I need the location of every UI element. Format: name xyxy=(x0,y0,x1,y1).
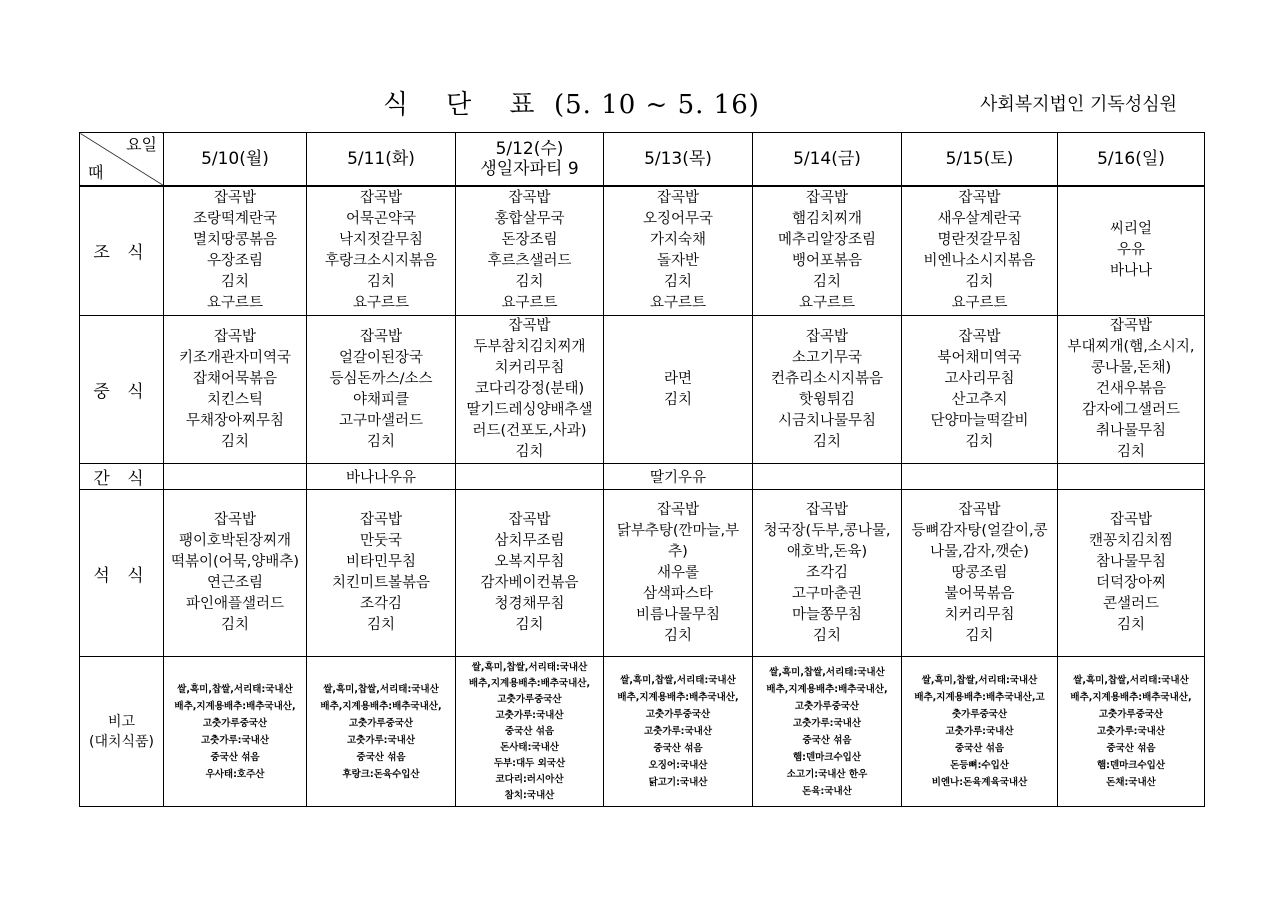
menu-item: 잡곡밥 xyxy=(508,189,551,206)
day-header xyxy=(456,133,604,186)
menu-item: 잡곡밥 xyxy=(359,189,403,206)
origin-note-line: 햄:덴마크수입산 xyxy=(1096,760,1166,771)
menu-item: 비타민무침 xyxy=(345,554,417,570)
origin-note-line: 참치:국내산 xyxy=(504,789,555,801)
menu-item: 참나물무침 xyxy=(1095,554,1167,570)
breakfast-cell xyxy=(456,186,604,316)
origin-note-line: 고춧가루:국내산 xyxy=(792,717,862,729)
menu-item: 콘샐러드 xyxy=(1102,596,1160,612)
menu-item: 건새우볶음 xyxy=(1095,381,1167,397)
menu-item: 치커리무침 xyxy=(494,360,565,376)
origin-note-line: 배추,지계용배추:배추국내산, xyxy=(320,700,442,712)
menu-item: 김치 xyxy=(965,433,994,450)
menu-item: 무채장아찌무침 xyxy=(185,412,285,429)
menu-item: 씨리얼 xyxy=(1109,221,1153,238)
origin-note-line: 닭고기:국내산 xyxy=(648,777,708,788)
origin-note-line: 두부:대두 외국산 xyxy=(493,757,566,769)
menu-item: 더덕장아찌 xyxy=(1095,575,1167,591)
day-header: 5/14(금) xyxy=(753,133,902,186)
menu-item: 잡곡밥 xyxy=(656,501,700,518)
origin-note-line: 돈등뼈:수입산 xyxy=(950,760,1009,771)
menu-item: 잡곡밥 xyxy=(805,189,849,206)
origin-note-line: 중국산 섞음 xyxy=(504,725,555,737)
origin-note-line: 고춧가루중국산 xyxy=(497,693,562,705)
menu-item: 불어묵볶음 xyxy=(944,585,1015,602)
menu-item: 단양마늘떡갈비 xyxy=(930,412,1029,429)
menu-item: 핫윙튀김 xyxy=(798,391,856,408)
origin-note-line: 쌀,흑미,찹쌀,서리태:국내산 xyxy=(1073,675,1189,686)
menu-item: 새우롤 xyxy=(656,564,700,581)
breakfast-cell xyxy=(164,186,307,316)
breakfast-row xyxy=(80,186,1205,316)
day-header: 5/13(목) xyxy=(604,133,753,186)
day-header: 5/15(토) xyxy=(902,133,1058,186)
menu-item: 우유 xyxy=(1116,242,1145,259)
menu-item: 팽이호박된장찌개 xyxy=(178,533,292,549)
menu-item: 잡채어묵볶음 xyxy=(192,370,278,387)
origin-note-line: 돈육:국내산 xyxy=(802,785,852,797)
menu-item: 잡곡밥 xyxy=(805,328,849,345)
day-header: 5/16(일) xyxy=(1058,133,1205,186)
menu-item: 잡곡밥 xyxy=(359,512,403,528)
origin-note-line: 고춧가루:국내산 xyxy=(495,709,564,721)
organization-name: 사회복지법인 기독성심원 xyxy=(980,94,1177,115)
row-label-snack: 간 식 xyxy=(80,464,164,490)
menu-item: 땅콩조림 xyxy=(951,564,1008,581)
menu-item: 등뼈감자탕(얼갈이,콩 xyxy=(911,522,1048,539)
menu-item: 김치 xyxy=(220,273,249,290)
menu-item: 치킨미트볼볶음 xyxy=(331,575,431,591)
snack-cell xyxy=(902,464,1058,490)
origin-note-line: 고춧가루:국내산 xyxy=(945,726,1014,737)
origin-note-line: 비엔나:돈육계육국내산 xyxy=(931,777,1028,788)
menu-item: 소고기무국 xyxy=(791,349,863,366)
row-label-dinner: 석 식 xyxy=(80,490,164,657)
page-title: 식 단 표 (5. 10 ~ 5. 16) xyxy=(383,90,760,120)
dinner-cell xyxy=(456,490,604,657)
origin-note-line: 고춧가루:국내산 xyxy=(1096,726,1166,737)
dinner-cell xyxy=(902,490,1058,657)
notes-row xyxy=(80,657,1205,807)
day-header: 5/11(화) xyxy=(307,133,456,186)
snack-cell xyxy=(753,464,902,490)
menu-item: 새우살계란국 xyxy=(937,210,1022,227)
menu-item: 김치 xyxy=(812,433,841,450)
dinner-cell xyxy=(604,490,753,657)
menu-item: 청경채무침 xyxy=(494,596,565,612)
menu-item: 얼갈이된장국 xyxy=(338,349,424,366)
menu-item: 김치 xyxy=(812,273,841,290)
dinner-row xyxy=(80,490,1205,657)
origin-note-line: 고춧가루:국내산 xyxy=(200,734,270,746)
menu-item: 후랑크소시지볶음 xyxy=(324,252,438,269)
menu-item: 만둣국 xyxy=(359,533,403,549)
snack-cell: 딸기우유 xyxy=(604,464,753,490)
menu-item: 키조개관자미역국 xyxy=(178,349,292,366)
menu-item: 조랑떡계란국 xyxy=(192,210,278,227)
menu-item: 우장조림 xyxy=(206,252,264,269)
origin-note-line: 고춧가루:국내산 xyxy=(643,726,713,737)
origin-note-cell xyxy=(604,657,753,807)
menu-item: 닭부추탕(깐마늘,부 xyxy=(616,522,740,539)
menu-item: 요구르트 xyxy=(649,294,707,311)
menu-item: 오복지무침 xyxy=(494,554,565,570)
lunch-cell xyxy=(604,316,753,464)
menu-item: 멸치땅콩볶음 xyxy=(192,231,278,248)
origin-note-cell xyxy=(753,657,902,807)
menu-item: 메추리알장조림 xyxy=(777,231,877,248)
menu-item: 잡곡밥 xyxy=(508,512,551,528)
row-label-lunch: 중 식 xyxy=(80,316,164,464)
breakfast-cell xyxy=(753,186,902,316)
origin-note-line: 중국산 섞음 xyxy=(802,734,852,746)
lunch-cell xyxy=(456,316,604,464)
origin-note-line: 배추,지계용배추:배추국내산, xyxy=(617,692,739,703)
origin-note-line: 배추,지계용배추:배추국내산, xyxy=(468,677,591,689)
menu-item: 오징어무국 xyxy=(642,210,714,227)
menu-item: 김치 xyxy=(515,273,544,290)
origin-note-line: 후랑크:돈육수입산 xyxy=(342,768,420,780)
origin-note-line: 배추,지계용배추:배추국내산,고 xyxy=(914,692,1045,703)
origin-note-line: 쌀,흑미,찹쌀,서리태:국내산 xyxy=(323,683,439,695)
day-event: 생일자파티 9 xyxy=(480,158,579,179)
menu-item: 애호박,돈육) xyxy=(786,543,868,560)
day-header: 5/10(월) xyxy=(164,133,307,186)
origin-note-cell xyxy=(164,657,307,807)
origin-note-line: 배추,지계용배추:배추국내산, xyxy=(174,700,296,712)
origin-note-line: 고춧가루:국내산 xyxy=(346,734,416,746)
menu-item: 뱅어포볶음 xyxy=(791,252,863,269)
menu-item: 고구마춘권 xyxy=(791,585,863,602)
day-date: 5/12(수) xyxy=(495,138,564,159)
menu-item: 추) xyxy=(668,543,688,560)
origin-note-line: 오징어:국내산 xyxy=(648,760,708,771)
menu-item: 김치 xyxy=(515,444,544,460)
menu-item: 잡곡밥 xyxy=(508,318,551,334)
menu-item: 치킨스틱 xyxy=(206,391,264,408)
menu-item: 잡곡밥 xyxy=(805,501,849,518)
menu-item: 돌자반 xyxy=(656,252,700,269)
corner-cell xyxy=(80,133,164,186)
lunch-cell xyxy=(753,316,902,464)
dinner-cell xyxy=(307,490,456,657)
menu-item: 김치 xyxy=(812,627,841,644)
menu-item: 등심돈까스/소스 xyxy=(329,370,433,387)
origin-note-line: 중국산 섞음 xyxy=(356,751,406,763)
origin-note-line: 중국산 섞음 xyxy=(1106,743,1156,754)
origin-note-line: 고춧가루중국산 xyxy=(794,700,860,712)
origin-note-line: 우사태:호주산 xyxy=(205,768,265,780)
dinner-cell xyxy=(1058,490,1205,657)
menu-item: 러드(건포도,사과) xyxy=(472,423,587,439)
menu-item: 잡곡밥 xyxy=(958,328,1001,345)
menu-item: 두부참치김치찌개 xyxy=(473,339,586,355)
origin-note-line: 쌀,흑미,찹쌀,서리태:국내산 xyxy=(471,661,588,673)
menu-item: 돈장조림 xyxy=(501,231,558,248)
menu-item: 김치 xyxy=(366,273,395,290)
origin-note-line: 배추,지계용배추:배추국내산, xyxy=(1070,692,1192,703)
row-label-notes xyxy=(80,657,164,807)
menu-item: 김치 xyxy=(366,617,395,633)
origin-note-line: 돈채:국내산 xyxy=(1106,777,1156,788)
meal-table xyxy=(79,132,1205,807)
menu-item: 콩나물,돈채) xyxy=(1090,360,1172,376)
breakfast-cell xyxy=(1058,186,1205,316)
breakfast-cell xyxy=(902,186,1058,316)
menu-item: 잡곡밥 xyxy=(958,501,1001,518)
dinner-cell xyxy=(753,490,902,657)
header-row xyxy=(80,133,1205,186)
menu-item: 잡곡밥 xyxy=(213,189,257,206)
origin-note-line: 돈사태:국내산 xyxy=(500,741,559,753)
menu-item: 조각김 xyxy=(359,596,403,612)
origin-note-line: 중국산 섞음 xyxy=(210,751,260,763)
origin-note-line: 쌀,흑미,찹쌀,서리태:국내산 xyxy=(769,666,885,678)
origin-note-line: 소고기:국내산 한우 xyxy=(786,768,868,780)
origin-note-cell xyxy=(902,657,1058,807)
breakfast-cell xyxy=(604,186,753,316)
lunch-cell xyxy=(307,316,456,464)
origin-note-line: 고춧가루중국산 xyxy=(348,717,414,729)
menu-item: 캔꽁치김치찜 xyxy=(1088,533,1174,549)
origin-note-line: 배추,지계용배추:배추국내산, xyxy=(766,683,888,695)
menu-item: 후르츠샐러드 xyxy=(487,252,572,269)
lunch-cell xyxy=(902,316,1058,464)
menu-item: 감자베이컨볶음 xyxy=(480,575,579,591)
snack-cell xyxy=(1058,464,1205,490)
menu-item: 부대찌개(햄,소시지, xyxy=(1067,339,1195,355)
lunch-cell xyxy=(1058,316,1205,464)
menu-item: 잡곡밥 xyxy=(958,189,1001,206)
menu-item: 요구르트 xyxy=(206,294,264,311)
origin-note-line: 코다리:러시아산 xyxy=(495,773,564,785)
menu-item: 김치 xyxy=(663,391,692,408)
menu-item: 감자에그샐러드 xyxy=(1081,402,1181,418)
corner-day-label: 요일 xyxy=(126,135,157,154)
menu-item: 북어채미역국 xyxy=(937,349,1022,366)
snack-row xyxy=(80,464,1205,490)
menu-item: 조각김 xyxy=(805,564,849,581)
menu-item: 산고추지 xyxy=(951,391,1008,408)
menu-item: 떡볶이(어묵,양배추) xyxy=(171,554,299,570)
menu-item: 김치 xyxy=(1116,444,1145,460)
menu-item: 김치 xyxy=(663,627,692,644)
notes-label-line2: (대치식품) xyxy=(88,733,155,750)
menu-item: 잡곡밥 xyxy=(1109,318,1153,334)
origin-note-cell xyxy=(456,657,604,807)
menu-item: 김치 xyxy=(366,433,395,450)
origin-note-cell xyxy=(1058,657,1205,807)
menu-item: 치커리무침 xyxy=(944,606,1015,623)
menu-item: 고구마샐러드 xyxy=(338,412,424,429)
origin-note-line: 춧가루중국산 xyxy=(951,709,1008,720)
menu-item: 잡곡밥 xyxy=(656,189,700,206)
menu-item: 파인애플샐러드 xyxy=(185,596,285,612)
menu-item: 딸기드레싱양배추샐 xyxy=(466,402,593,418)
menu-item: 잡곡밥 xyxy=(359,328,403,345)
menu-item: 요구르트 xyxy=(798,294,856,311)
menu-item: 햄김치찌개 xyxy=(791,210,863,227)
notes-label-line1: 비고 xyxy=(107,713,136,730)
menu-item: 비엔나소시지볶음 xyxy=(923,252,1036,269)
menu-item: 낙지젓갈무침 xyxy=(338,231,424,248)
corner-meal-label: 때 xyxy=(88,162,104,182)
menu-item: 라면 xyxy=(663,370,692,387)
menu-item: 홍합살무국 xyxy=(494,210,565,227)
breakfast-cell xyxy=(307,186,456,316)
menu-item: 요구르트 xyxy=(501,294,558,311)
origin-note-line: 쌀,흑미,찹쌀,서리태:국내산 xyxy=(620,675,736,686)
menu-item: 가지숙채 xyxy=(649,231,707,248)
menu-item: 김치 xyxy=(965,627,994,644)
menu-item: 김치 xyxy=(220,617,249,633)
menu-item: 취나물무침 xyxy=(1095,423,1167,439)
menu-item: 삼색파스타 xyxy=(642,585,714,602)
menu-item: 김치 xyxy=(965,273,994,290)
menu-item: 시금치나물무침 xyxy=(777,412,877,429)
origin-note-line: 쌀,흑미,찹쌀,서리태:국내산 xyxy=(177,683,293,695)
origin-note-line: 고춧가루중국산 xyxy=(202,717,268,729)
menu-item: 연근조림 xyxy=(206,575,264,591)
origin-note-line: 쌀,흑미,찹쌀,서리태:국내산 xyxy=(921,675,1038,686)
menu-item: 요구르트 xyxy=(951,294,1008,311)
menu-item: 김치 xyxy=(663,273,692,290)
dinner-cell xyxy=(164,490,307,657)
menu-item: 김치 xyxy=(1116,617,1145,633)
menu-item: 김치 xyxy=(220,433,249,450)
menu-item: 명란젓갈무침 xyxy=(937,231,1022,248)
menu-item: 잡곡밥 xyxy=(213,512,257,528)
snack-cell xyxy=(164,464,307,490)
origin-note-line: 중국산 섞음 xyxy=(653,743,703,754)
menu-item: 고사리무침 xyxy=(944,370,1015,387)
snack-cell xyxy=(456,464,604,490)
menu-item: 잡곡밥 xyxy=(1109,512,1153,528)
menu-item: 나물,감자,깻순) xyxy=(930,543,1029,560)
menu-item: 비름나물무침 xyxy=(635,606,721,623)
menu-item: 청국장(두부,콩나물, xyxy=(763,522,891,539)
lunch-cell xyxy=(164,316,307,464)
origin-note-line: 고춧가루중국산 xyxy=(1098,709,1164,720)
origin-note-line: 고춧가루중국산 xyxy=(645,709,711,720)
menu-item: 잡곡밥 xyxy=(213,328,257,345)
origin-note-line: 햄:덴마크수입산 xyxy=(792,751,862,763)
origin-note-line: 중국산 섞음 xyxy=(954,743,1005,754)
menu-item: 삼치무조림 xyxy=(494,533,565,549)
menu-item: 어묵곤약국 xyxy=(345,210,417,227)
menu-item: 김치 xyxy=(515,617,544,633)
menu-item: 바나나 xyxy=(1109,263,1153,280)
menu-item: 야채피클 xyxy=(352,391,410,408)
row-label-breakfast: 조 식 xyxy=(80,186,164,316)
snack-cell: 바나나우유 xyxy=(307,464,456,490)
lunch-row xyxy=(80,316,1205,464)
origin-note-cell xyxy=(307,657,456,807)
menu-item: 요구르트 xyxy=(352,294,410,311)
menu-item: 컨츄리소시지볶음 xyxy=(770,370,884,387)
menu-item: 코다리강정(분태) xyxy=(474,381,585,397)
menu-item: 마늘쫑무침 xyxy=(791,606,863,623)
